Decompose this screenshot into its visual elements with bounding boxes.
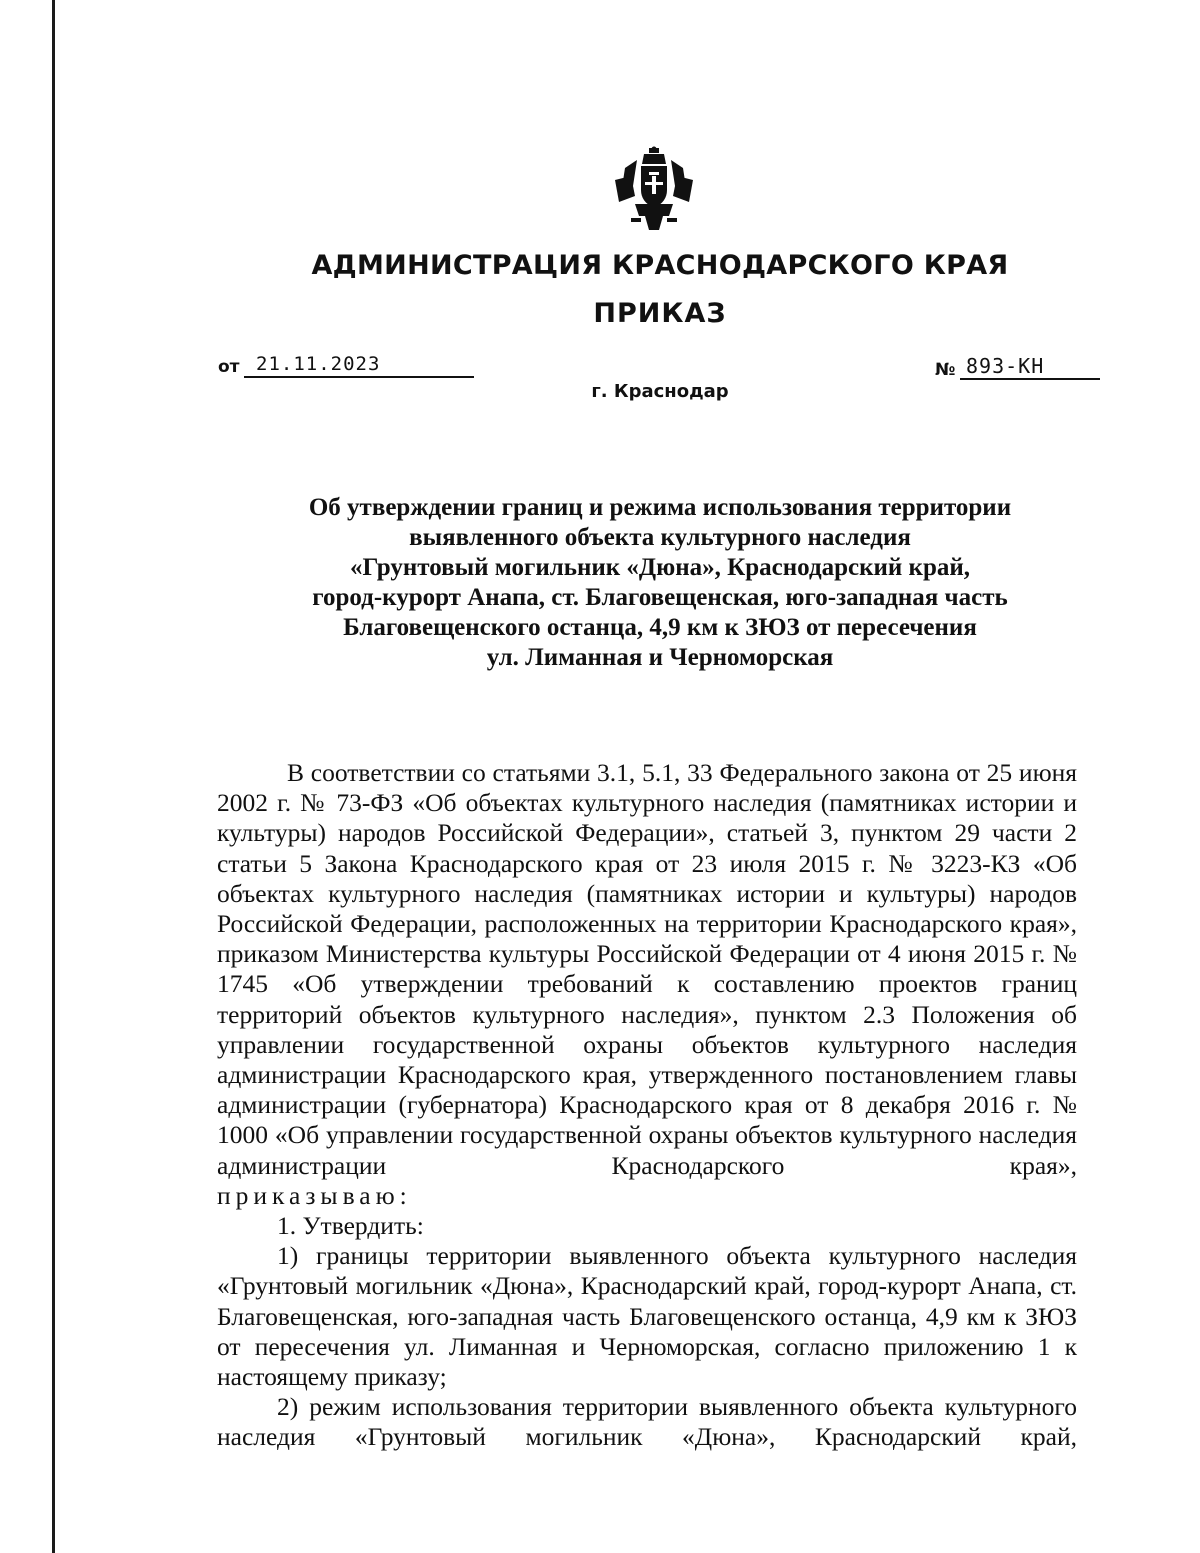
subject-line: ул. Лиманная и Черноморская <box>486 644 834 671</box>
coat-of-arms-icon <box>611 146 697 234</box>
order-subject <box>150 493 1170 673</box>
date-label: от <box>218 357 240 377</box>
number-field: 893-КН <box>960 354 1100 380</box>
subject-line: город-курорт Анапа, ст. Благовещенская, юго-западная часть <box>312 584 1008 611</box>
subitem-2: 2) режим использования территории выявленного объекта культурного наследия «Грунтовый могильник «Дюна», Краснодарский край, <box>217 1392 1077 1452</box>
subject-line: Об утверждении границ и режима использования территории <box>308 494 1012 521</box>
city-name: г. Краснодар <box>591 381 729 402</box>
document-type: ПРИКАЗ <box>593 298 727 329</box>
order-body <box>217 758 1077 1453</box>
scan-page-edge <box>52 0 55 1553</box>
number-label: № <box>935 360 956 380</box>
date-field: 21.11.2023 <box>244 353 474 378</box>
preamble-paragraph: В соответствии со статьями 3.1, 5.1, 33 Федерального закона от 25 июня 2002 г. № 73-ФЗ «Об объектах культурного наследия (памятниках истории и культуры) народов Российской Федерации», статьей 3, пунктом 29 части 2 статьи 5 Закона Краснодарского края от 23 июля 2015 г. № 3223-КЗ «Об объектах культурного наследия (памятниках истории и культуры) народов Российской Федерации, расположенных на территории Краснодарского края», приказом Министерства культуры Российской Федерации от 4 июня 2015 г. № 1745 «Об утверждении требований к составлению проектов границ территорий объектов культурного наследия», пунктом 2.3 Положения об управлении государственной охраны объектов культурного наследия администрации Краснодарского края, утвержденного постановлением главы администрации (губернатора) Краснодарского края от 8 декабря 2016 г. № 1000 «Об управлении государственной охраны объектов культурного наследия администрации Краснодарского края», <box>217 758 1077 1180</box>
item-1: 1. Утвердить: <box>277 1211 424 1241</box>
subject-line: Благовещенского останца, 4,9 км к ЗЮЗ от пересечения <box>343 614 977 641</box>
subject-line: выявленного объекта культурного наследия <box>409 524 911 551</box>
order-word: приказываю: <box>217 1180 412 1210</box>
subitem-1: 1) границы территории выявленного объекта культурного наследия «Грунтовый могильник «Дюна», Краснодарский край, город-курорт Анапа, ст. Благовещенская, юго-западная часть Благовещенского останца, 4,9 км к ЗЮЗ от пересечения ул. Лиманная и Черноморская, согласно приложению 1 к настоящему приказу; <box>217 1241 1077 1392</box>
organization-name: АДМИНИСТРАЦИЯ КРАСНОДАРСКОГО КРАЯ <box>311 250 1009 281</box>
subject-line: «Грунтовый могильник «Дюна», Краснодарский край, <box>349 554 971 581</box>
